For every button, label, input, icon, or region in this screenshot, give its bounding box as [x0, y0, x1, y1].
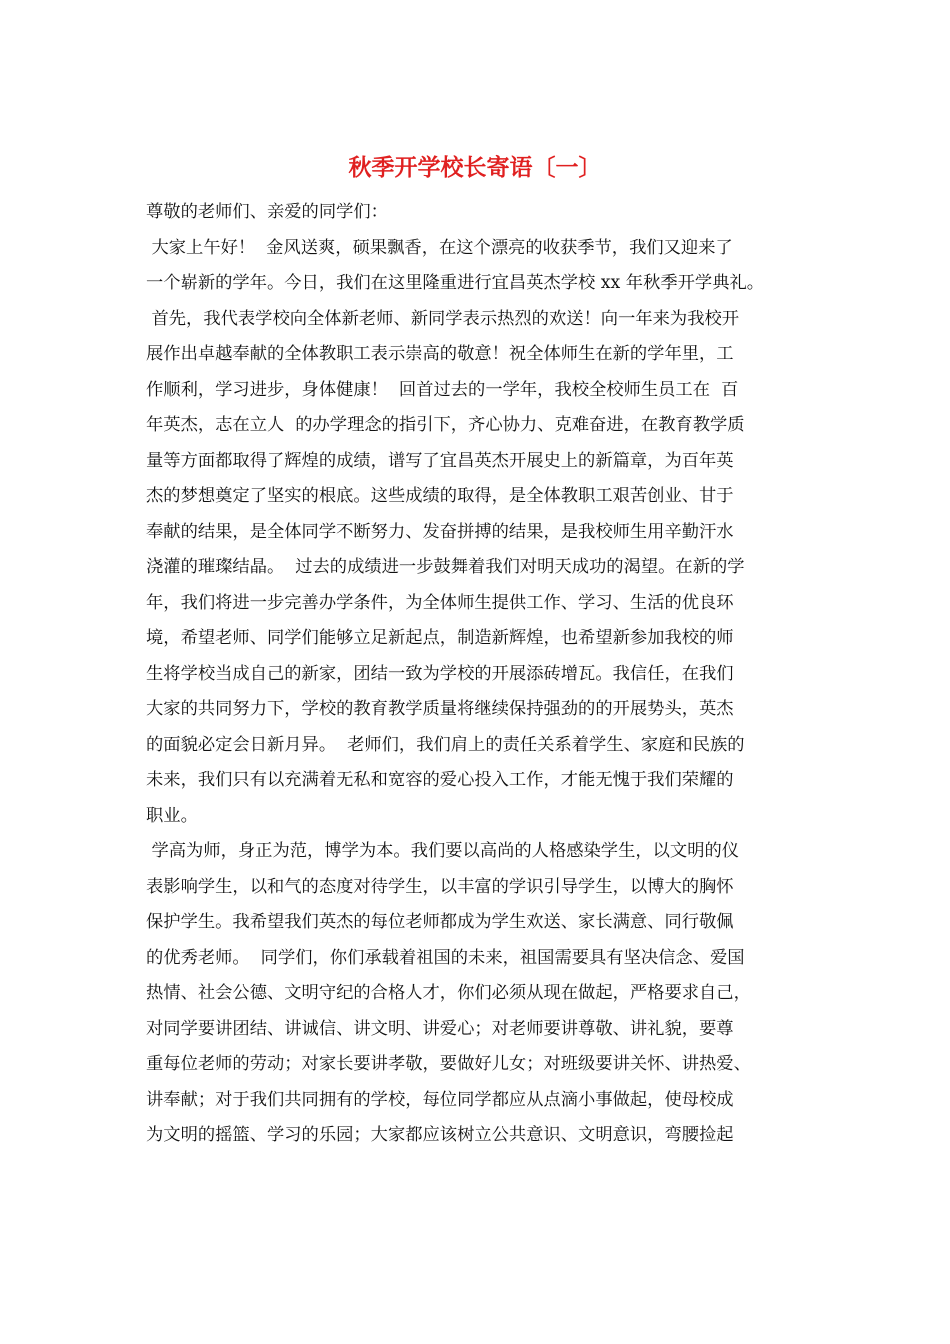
body-line: 职业。 — [146, 805, 198, 826]
body-line: 大家上午好！ 金风送爽，硕果飘香，在这个漂亮的收获季节，我们又迎来了 — [146, 237, 733, 258]
body-line: 学高为师，身正为范，博学为本。我们要以高尚的人格感染学生，以文明的仪 — [146, 841, 740, 861]
body-line: 浇灌的璀璨结晶。 过去的成绩进一步鼓舞着我们对明天成功的渴望。在新的学 — [146, 557, 745, 577]
body-line: 一个崭新的学年。今日，我们在这里隆重进行宜昌英杰学校 xx 年秋季开学典礼。 — [146, 273, 765, 293]
body-line: 热情、社会公德、文明守纪的合格人才，你们必须从现在做起，严格要求自己， — [146, 983, 751, 1003]
body-line: 讲奉献；对于我们共同拥有的学校，每位同学都应从点滴小事做起，使母校成 — [146, 1089, 734, 1110]
body-line: 的面貌必定会日新月异。 老师们，我们肩上的责任关系着学生、家庭和民族的 — [146, 734, 745, 755]
body-line: 杰的梦想奠定了坚实的根底。这些成绩的取得，是全体教职工艰苦创业、甘于 — [146, 486, 734, 506]
body-line: 作顺利，学习进步，身体健康！ 回首过去的一学年，我校全校师生员工在 百 — [146, 379, 739, 400]
body-line: 大家的共同努力下，学校的教育教学质量将继续保持强劲的的开展势头，英杰 — [146, 699, 734, 719]
document-body — [146, 195, 814, 1154]
body-line: 对同学要讲团结、讲诚信、讲文明、讲爱心；对老师要讲尊敬、讲礼貌，要尊 — [146, 1018, 734, 1039]
body-line: 首先，我代表学校向全体新老师、新同学表示热烈的欢送！向一年来为我校开 — [146, 308, 740, 329]
body-line: 保护学生。我希望我们英杰的每位老师都成为学生欢送、家长满意、同行敬佩 — [146, 912, 734, 932]
body-line: 年英杰，志在立人 的办学理念的指引下，齐心协力、克难奋进，在教育教学质 — [146, 415, 745, 435]
body-line: 量等方面都取得了辉煌的成绩，谱写了宜昌英杰开展史上的新篇章，为百年英 — [146, 450, 734, 471]
body-line: 生将学校当成自己的新家，团结一致为学校的开展添砖增瓦。我信任，在我们 — [146, 663, 734, 684]
body-line: 尊敬的老师们、亲爱的同学们： — [146, 202, 388, 222]
body-line: 表影响学生，以和气的态度对待学生，以丰富的学识引导学生，以博大的胸怀 — [146, 876, 734, 897]
body-line: 未来，我们只有以充满着无私和宽容的爱心投入工作，才能无愧于我们荣耀的 — [146, 770, 734, 790]
body-line: 展作出卓越奉献的全体教职工表示崇高的敬意！祝全体师生在新的学年里，工 — [146, 344, 734, 364]
body-line: 年，我们将进一步完善办学条件，为全体师生提供工作、学习、生活的优良环 — [146, 592, 734, 613]
body-line: 重每位老师的劳动；对家长要讲孝敬，要做好儿女；对班级要讲关怀、讲热爱、 — [146, 1054, 751, 1074]
body-line: 境，希望老师、同学们能够立足新起点，制造新辉煌，也希望新参加我校的师 — [146, 628, 734, 648]
body-line: 为文明的摇篮、学习的乐园；大家都应该树立公共意识、文明意识，弯腰捡起 — [146, 1125, 734, 1145]
document-title: 秋季开学校长寄语〔一〕 — [348, 154, 602, 181]
body-line: 奉献的结果，是全体同学不断努力、发奋拼搏的结果，是我校师生用辛勤汗水 — [146, 521, 734, 542]
body-line: 的优秀老师。 同学们，你们承载着祖国的未来，祖国需要具有坚决信念、爱国 — [146, 947, 745, 968]
